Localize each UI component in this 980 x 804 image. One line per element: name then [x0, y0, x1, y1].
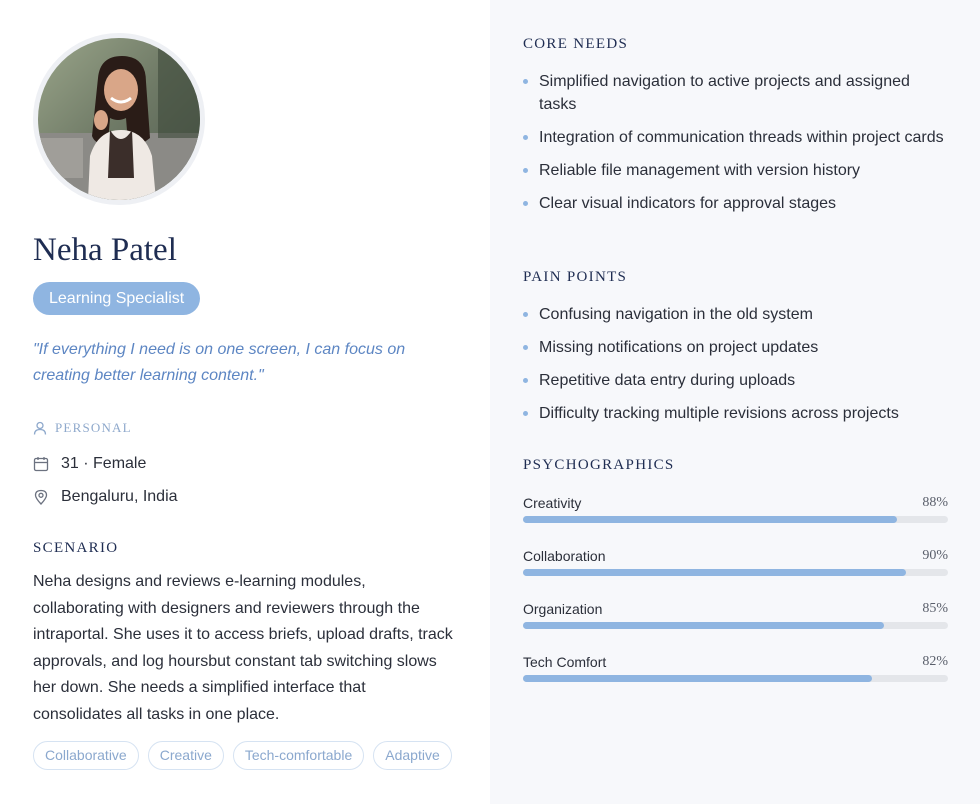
bullet-dot-icon	[523, 411, 528, 416]
psychographic-value: 82%	[922, 654, 948, 669]
psychographics-title: PSYCHOGRAPHICS	[523, 457, 675, 473]
bullet-dot-icon	[523, 312, 528, 317]
progress-track	[523, 622, 948, 629]
user-icon	[33, 421, 47, 435]
calendar-icon	[33, 456, 49, 472]
trait-tag: Adaptive	[373, 741, 451, 770]
progress-fill	[523, 622, 884, 629]
progress-track	[523, 675, 948, 682]
portrait-photo-icon	[38, 38, 200, 200]
persona-quote: "If everything I need is on one screen, I can focus on creating better learning content."	[33, 341, 406, 384]
bullet-dot-icon	[523, 168, 528, 173]
psychographic-row	[523, 495, 948, 548]
list-item: Reliable file management with version history	[523, 159, 948, 182]
list-item: Simplified navigation to active projects and assigned tasks	[523, 70, 948, 116]
psychographic-label: Creativity	[523, 495, 582, 511]
trait-tags	[33, 741, 452, 770]
trait-tag: Creative	[148, 741, 224, 770]
progress-track	[523, 569, 948, 576]
progress-fill	[523, 516, 897, 523]
avatar	[33, 33, 205, 205]
location-pin-icon	[33, 489, 49, 505]
psychographic-label: Tech Comfort	[523, 654, 607, 670]
trait-tag: Collaborative	[33, 741, 139, 770]
psychographic-value: 90%	[922, 548, 948, 563]
psychographic-row	[523, 548, 948, 601]
scenario-title: SCENARIO	[33, 540, 119, 556]
progress-fill	[523, 569, 906, 576]
psychographic-value: 85%	[922, 601, 948, 616]
personal-section-label: PERSONAL	[33, 420, 132, 436]
age-gender-row	[33, 455, 146, 473]
core-needs-list	[523, 70, 948, 225]
psychographic-row	[523, 654, 948, 707]
location-text: Bengaluru, India	[61, 488, 178, 505]
list-item: Missing notifications on project updates	[523, 336, 948, 359]
role-badge: Learning Specialist	[33, 282, 200, 315]
bullet-dot-icon	[523, 378, 528, 383]
progress-track	[523, 516, 948, 523]
persona-details-panel	[490, 0, 980, 804]
pain-points-title: PAIN POINTS	[523, 269, 628, 285]
psychographic-value: 88%	[922, 495, 948, 510]
psychographic-row	[523, 601, 948, 654]
psychographic-label: Organization	[523, 601, 603, 617]
psychographics-bars	[523, 495, 948, 707]
list-item: Clear visual indicators for approval stages	[523, 192, 948, 215]
location-row	[33, 488, 178, 506]
bullet-dot-icon	[523, 345, 528, 350]
bullet-dot-icon	[523, 135, 528, 140]
list-item: Difficulty tracking multiple revisions across projects	[523, 402, 948, 425]
progress-fill	[523, 675, 872, 682]
bullet-dot-icon	[523, 201, 528, 206]
scenario-text: Neha designs and reviews e-learning modules, collaborating with designers and reviewers through the intraportal. She uses it to access briefs, upload drafts, track approvals, and log hoursbut constant tab switching slows her down. She needs a simplified interface that consolidates all tasks in one place.	[33, 573, 453, 723]
list-item: Integration of communication threads within project cards	[523, 126, 948, 149]
pain-points-list	[523, 303, 948, 435]
list-item: Confusing navigation in the old system	[523, 303, 948, 326]
trait-tag: Tech-comfortable	[233, 741, 364, 770]
age-gender-text: 31 · Female	[61, 455, 147, 472]
bullet-dot-icon	[523, 79, 528, 84]
list-item: Repetitive data entry during uploads	[523, 369, 948, 392]
psychographic-label: Collaboration	[523, 548, 606, 564]
persona-name: Neha Patel	[33, 232, 177, 268]
core-needs-title: CORE NEEDS	[523, 36, 629, 52]
